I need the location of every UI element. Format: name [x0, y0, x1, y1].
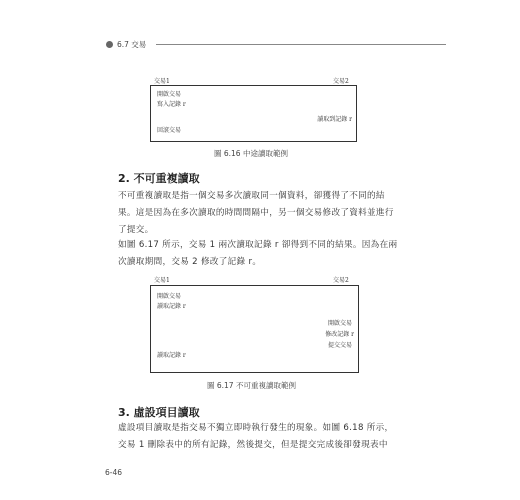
- section-heading-phantom-read: 3. 虛設項目讀取: [118, 406, 200, 419]
- fig2-tx2-label: 交易2: [333, 277, 349, 284]
- bullet-icon: [106, 41, 113, 48]
- fig1-op-read: 讀取到記錄 r: [317, 116, 352, 123]
- fig2-op-read: 讀取記錄 r: [157, 303, 186, 310]
- fig2-tx2-op-open: 開啟交易: [327, 320, 352, 327]
- paragraph: 如圖 6.17 所示，交易 1 兩次讀取記錄 r 卻得到不同的結果。因為在兩次讀取期間，交易 2 修改了記錄 r。: [118, 240, 398, 267]
- fig2-tx2-op-commit: 提交交易: [327, 342, 352, 349]
- figure-6-17-diagram: [150, 285, 359, 373]
- fig1-tx1-label: 交易1: [154, 78, 170, 85]
- fig2-op-open: 開啟交易: [157, 293, 182, 300]
- figure-6-16-diagram: [150, 85, 357, 142]
- header-rule: [156, 44, 446, 45]
- fig2-tx2-op-modify: 修改記錄 r: [325, 331, 354, 338]
- paragraph: 虛設項目讀取是指交易不獨立即時執行發生的現象。如圖 6.18 所示，交易 1 刪除表中的所有記錄，然後提交，但是提交完成後卻發現表中: [118, 423, 394, 450]
- fig2-tx1-label: 交易1: [154, 277, 170, 284]
- section-heading-non-repeatable-read: 2. 不可重複讀取: [118, 172, 200, 185]
- figure-6-17-caption: 圖 6.17 不可重複讀取範例: [207, 381, 296, 390]
- paragraph: 不可重複讀取是指一個交易多次讀取同一個資料，卻獲得了不同的結果。這是因為在多次讀取的時間間隔中，另一個交易修改了資料並進行了提交。: [118, 191, 394, 235]
- header-section-label: 6.7 交易: [117, 39, 147, 49]
- running-header: [106, 38, 446, 50]
- figure-6-16-caption: 圖 6.16 中途讀取範例: [214, 149, 288, 158]
- fig2-op-read-again: 讀取記錄 r: [157, 352, 186, 359]
- page-number: 6-46: [105, 468, 123, 477]
- fig1-tx2-label: 交易2: [333, 78, 349, 85]
- fig1-op-rollback: 回滾交易: [157, 127, 182, 134]
- fig1-op-write: 寫入記錄 r: [157, 101, 186, 108]
- fig1-op-open: 開啟交易: [157, 91, 182, 98]
